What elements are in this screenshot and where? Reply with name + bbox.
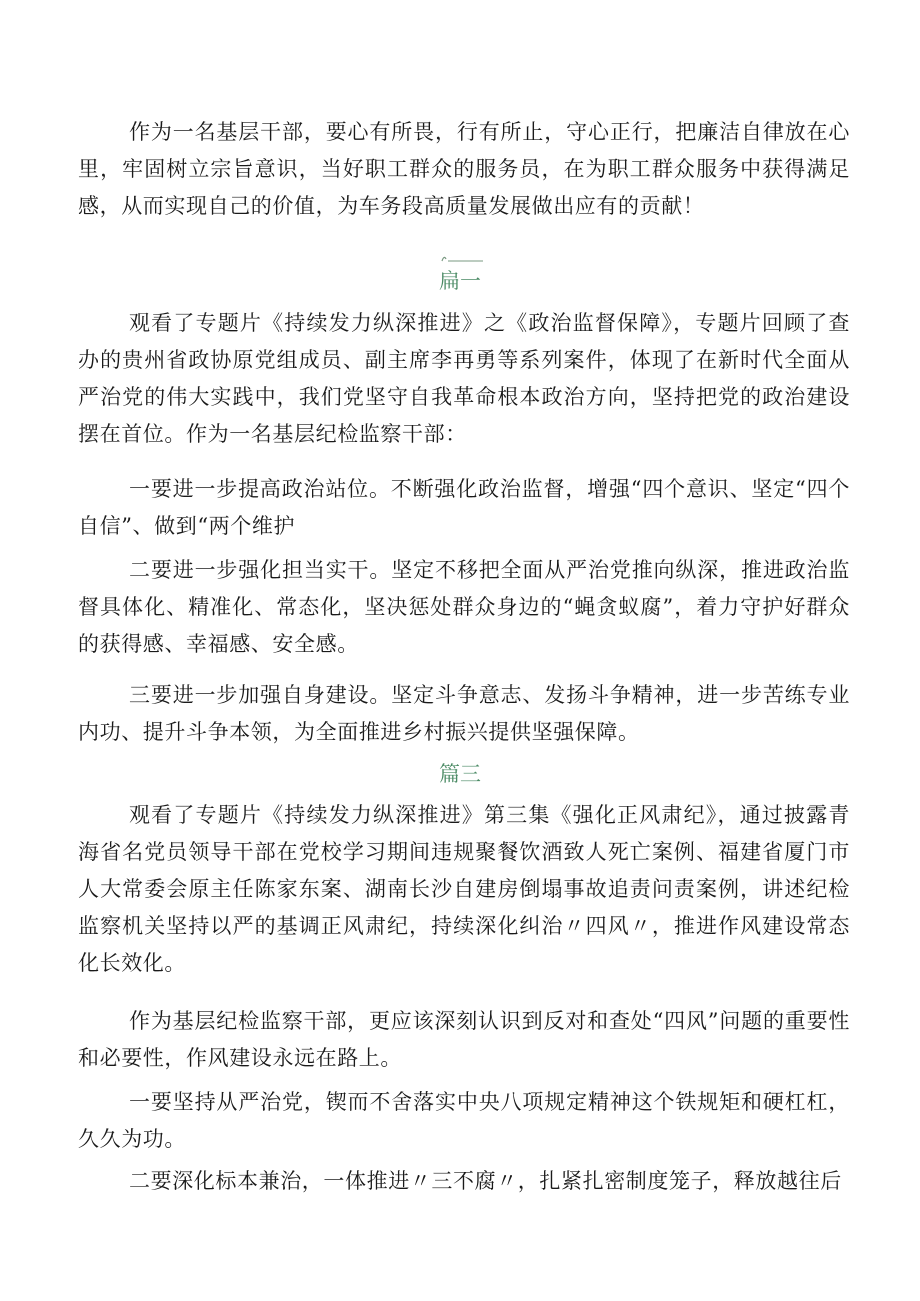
paragraph-closing: 作为一名基层干部，要心有所畏，行有所止，守心正行，把廉洁自律放在心里，牢固树立宗旨意识，当好职工群众的服务员，在为职工群众服务中获得满足感，从而实现自己的价值，为车务段高质量发展做出应有的贡献！ [78, 120, 850, 218]
section-heading-1: 扁一 [439, 269, 481, 293]
paragraph-intro-1: 观看了专题片《持续发力纵深推进》之《政治监督保障》，专题片回顾了查办的贵州省政协原党组成员、副主席李再勇等系列案件，体现了在新时代全面从严治党的伟大实践中，我们党坚守自我革命根本政治方向，坚持把党的政治建设摆在首位。作为一名基层纪检监察干部： [78, 311, 850, 446]
paragraph-point-3-2: 二要深化标本兼治，一体推进〃三不腐〃，扎紧扎密制度笼子，释放越往后 [129, 1169, 842, 1193]
paragraph-intro-3: 观看了专题片《持续发力纵深推进》第三集《强化正风肃纪》，通过披露青海省​名党员领导干部在党校学习期间违规聚餐饮酒致人死亡案例、福建省厦门市人大常委会原主任陈家东案、湖南长沙自建房倒塌事故追责问责案例，讲述纪检监察机关坚持以严的基调正风肃纪，持续深化纠治〃四风〃，推进作风建设常态化长效化。 [78, 803, 850, 975]
paragraph-point-1: 一要进一步提高政治站位。不断强化政治监督，增强“四个意识、坚定“四个自信”、做到“两个维护 [78, 477, 850, 538]
paragraph-point-3: 三要进一步加强自身建设。坚定斗争意志、发扬斗争精神，进一步苦练专业内功、提升斗争本领，为全面推进乡村振兴提供坚强保障。 [78, 683, 850, 744]
section-divider-ornament [440, 253, 484, 263]
paragraph-reflection: 作为基层纪检监察干部，更应该深刻认识到反对和查处“四风”问题的重要性和必要性，作风建设永远在路上。 [78, 1009, 850, 1070]
paragraph-point-2: 二要进一步强化担当实干。坚定不移把全面从严治党推向纵深，推进政治监督具体化、精准化、常态化，坚决惩处群众身边的“蝇贪蚁腐”，着力守护好群众的获得感、幸福感、安全感。 [78, 558, 850, 656]
section-heading-3: 篇三 [439, 762, 481, 786]
paragraph-point-3-1: 一要坚持从严治党，锲而不舍落实中央八项规定精神这个铁规矩和硬杠杠，久久为功。 [78, 1090, 850, 1151]
